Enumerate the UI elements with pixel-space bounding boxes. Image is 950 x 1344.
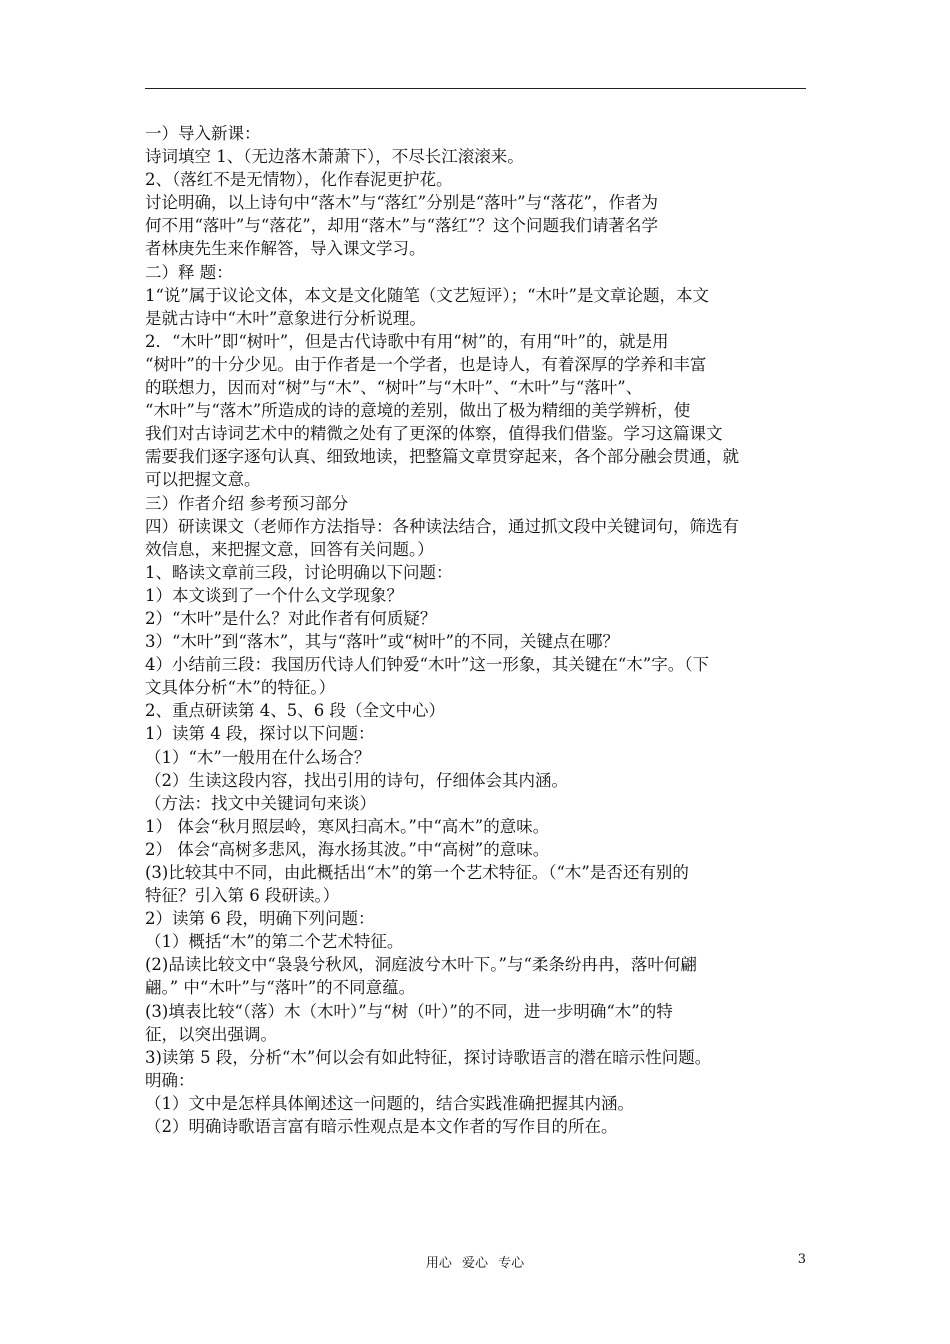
text-line: 4）小结前三段：我国历代诗人们钟爱“木叶”这一形象，其关键在“木”字。（下 [145,655,709,675]
text-line: （1）文中是怎样具体阐述这一问题的，结合实践准确把握其内涵。 [145,1093,634,1113]
text-line: 效信息，来把握文意，回答有关问题。） [145,539,434,559]
header-rule [145,88,806,89]
text-line: 文具体分析“木”的特征。） [145,678,336,698]
text-line: (2)品读比较文中“袅袅兮秋风，洞庭波兮木叶下。”与“柔条纷冉冉，落叶何翩 [145,955,697,975]
text-line: “木叶”与“落木”所造成的诗的意境的差别，做出了极为精细的美学辨析，使 [145,401,691,421]
text-line: （1）概括“木”的第二个艺术特征。 [145,932,404,952]
text-line: 的联想力，因而对“树”与“木”、“树叶”与“木叶”、“木叶”与“落叶”、 [145,378,643,398]
page-number: 3 [797,1252,806,1267]
text-line: 2） 体会“高树多悲风，海水扬其波。”中“高树”的意味。 [145,839,550,859]
text-line: (3)填表比较“（落）木（木叶）”与“树（叶）”的不同，进一步明确“木”的特 [145,1001,673,1021]
text-line: 3）“木叶”到“落木”，其与“落叶”或“树叶”的不同，关键点在哪？ [145,632,619,652]
text-line: “树叶”的十分少见。由于作者是一个学者，也是诗人，有着深厚的学养和丰富 [145,354,707,374]
text-line: 2、（落红不是无情物），化作春泥更护花。 [145,170,453,190]
text-line: 征，以突出强调。 [145,1024,277,1044]
text-line: 诗词填空 1、（无边落木萧萧下），不尽长江滚滚来。 [145,147,524,167]
text-line: 需要我们逐字逐句认真、细致地读，把整篇文章贯穿起来，各个部分融会贯通，就 [145,447,739,467]
document-body [145,122,806,1138]
text-line: 2、重点研读第 4、5、6 段（全文中心） [145,701,445,721]
text-line: 可以把握文意。 [145,470,261,490]
text-line: 者林庚先生来作解答，导入课文学习。 [145,239,426,259]
text-line: 2）读第 6 段，明确下列问题： [145,909,375,929]
text-line: 一）导入新课： [145,124,261,143]
text-line: 1、略读文章前三段，讨论明确以下问题： [145,562,453,582]
text-line: 翩。” 中“木叶”与“落叶”的不同意蕴。 [145,978,416,998]
text-line: 三）作者介绍 参考预习部分 [145,493,349,513]
text-line: 讨论明确，以上诗句中“落木”与“落红”分别是“落叶”与“落花”，作者为 [145,193,658,213]
text-line: 特征？引入第 6 段研读。） [145,886,340,906]
text-line: （2）明确诗歌语言富有暗示性观点是本文作者的写作目的所在。 [145,1117,618,1137]
text-line: 四）研读课文（老师作方法指导：各种读法结合，通过抓文段中关键词句，筛选有 [145,516,739,536]
text-line: 2．“木叶”即“树叶”，但是古代诗歌中有用“树”的，有用“叶”的，就是用 [145,331,669,351]
text-line: 1）本文谈到了一个什么文学现象？ [145,585,403,605]
text-line: 何不用“落叶”与“落花”，却用“落木”与“落红”？这个问题我们请著名学 [145,216,658,236]
text-line: （1）“木”一般用在什么场合？ [145,747,371,767]
text-line: 二）释 题： [145,262,233,282]
text-line: 是就古诗中“木叶”意象进行分析说理。 [145,308,426,328]
text-line: (3)比较其中不同，由此概括出“木”的第一个艺术特征。（“木”是否还有别的 [145,863,689,882]
text-line: 2）“木叶”是什么？对此作者有何质疑？ [145,608,437,628]
text-line: 明确： [145,1070,195,1090]
text-line: 3)读第 5 段，分析“木”何以会有如此特征，探讨诗歌语言的潜在暗示性问题。 [145,1047,712,1067]
text-line: （2）生读这段内容，找出引用的诗句，仔细体会其内涵。 [145,770,568,790]
text-line: 1“说”属于议论文体，本文是文化随笔（文艺短评）；“木叶”是文章论题，本文 [145,285,709,305]
text-line: （方法：找文中关键词句来谈） [145,793,376,813]
text-line: 1）读第 4 段，探讨以下问题： [145,724,375,744]
text-line: 1） 体会“秋月照层岭，寒风扫高木。”中“高木”的意味。 [145,816,550,836]
text-line: 我们对古诗词艺术中的精微之处有了更深的体察，值得我们借鉴。学习这篇课文 [145,424,723,444]
footer-motto: 用心 爱心 专心 [425,1256,525,1271]
